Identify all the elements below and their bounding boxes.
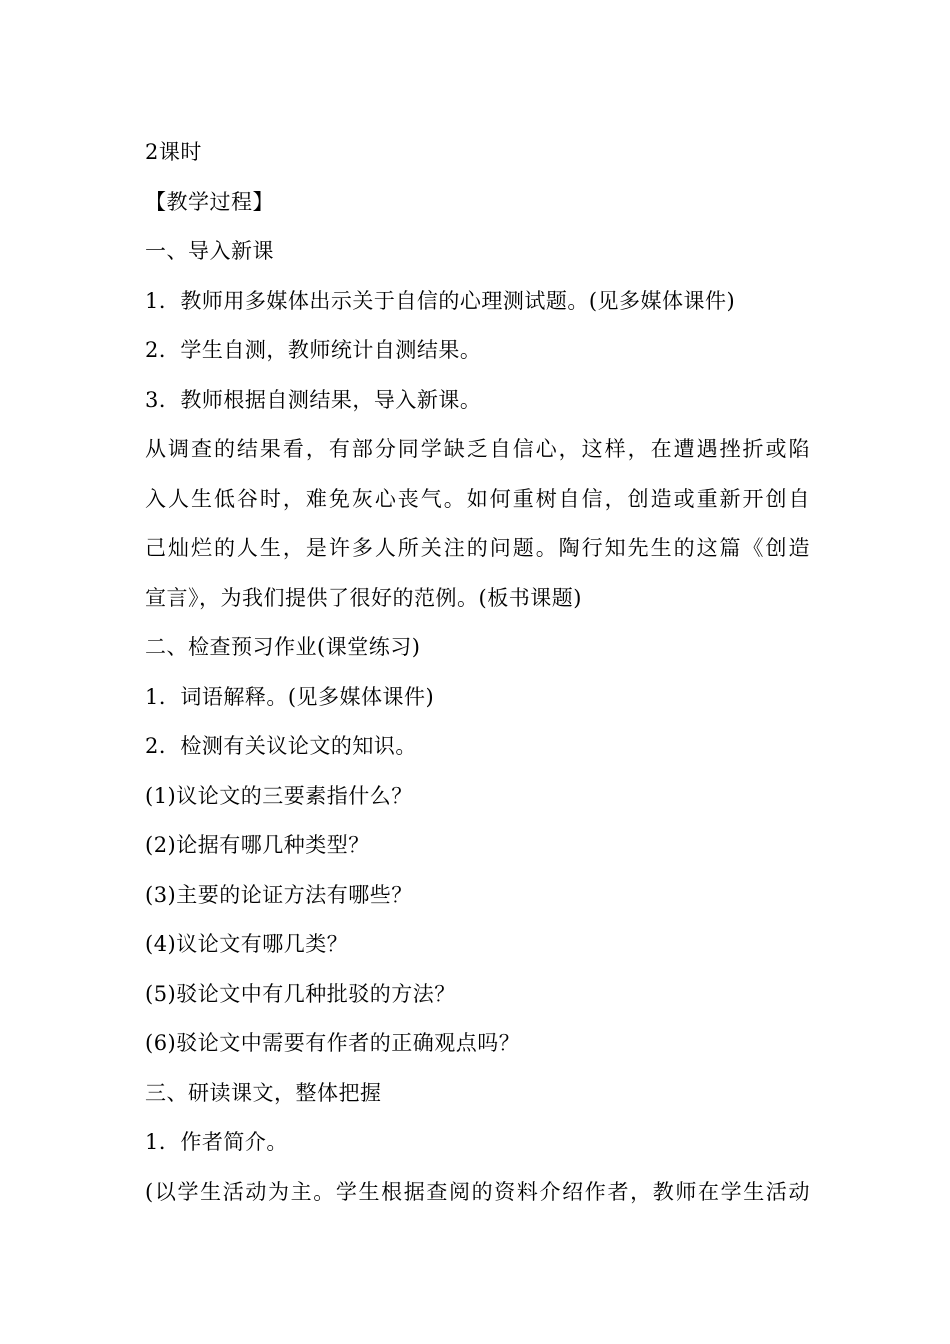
- list-item: 3．教师根据自测结果，导入新课。: [145, 387, 482, 412]
- question-item: (1)议论文的三要素指什么？: [145, 783, 413, 808]
- question-item: (6)驳论文中需要有作者的正确观点吗？: [145, 1031, 521, 1055]
- paragraph-line: 宣言》，为我们提供了很好的范例。(板书课题): [145, 585, 582, 610]
- question-item: (3)主要的论证方法有哪些？: [145, 882, 413, 907]
- section-header: 【教学过程】: [145, 189, 274, 214]
- list-item: 2．检测有关议论文的知识。: [145, 734, 417, 758]
- list-item: 1．词语解释。(见多媒体课件): [145, 684, 435, 709]
- paragraph-line: 从调查的结果看，有部分同学缺乏自信心，这样，在遭遇挫折或陷: [145, 437, 810, 461]
- part3-heading: 三、研读课文，整体把握: [145, 1080, 382, 1105]
- part2-heading: 二、检查预习作业(课堂练习): [145, 635, 421, 659]
- lesson-hours: 2课时: [145, 140, 202, 164]
- list-item: 2．学生自测，教师统计自测结果。: [145, 338, 482, 362]
- list-item: 1．教师用多媒体出示关于自信的心理测试题。(见多媒体课件): [145, 288, 736, 313]
- part1-heading: 一、导入新课: [145, 239, 274, 263]
- paragraph-line: 入人生低谷时，难免灰心丧气。如何重树自信，创造或重新开创自: [145, 486, 810, 511]
- paragraph-line: 己灿烂的人生，是许多人所关注的问题。陶行知先生的这篇《创造: [145, 536, 810, 560]
- paragraph-line: (以学生活动为主。学生根据查阅的资料介绍作者，教师在学生活动: [145, 1179, 810, 1204]
- intro-paragraph: [145, 425, 810, 623]
- question-item: (5)驳论文中有几种批驳的方法？: [145, 981, 456, 1006]
- author-paragraph: [145, 1168, 810, 1218]
- document-content: [145, 128, 810, 1217]
- list-item: 1．作者简介。: [145, 1130, 288, 1154]
- question-item: (2)论据有哪几种类型？: [145, 833, 370, 857]
- question-item: (4)议论文有哪几类？: [145, 932, 349, 956]
